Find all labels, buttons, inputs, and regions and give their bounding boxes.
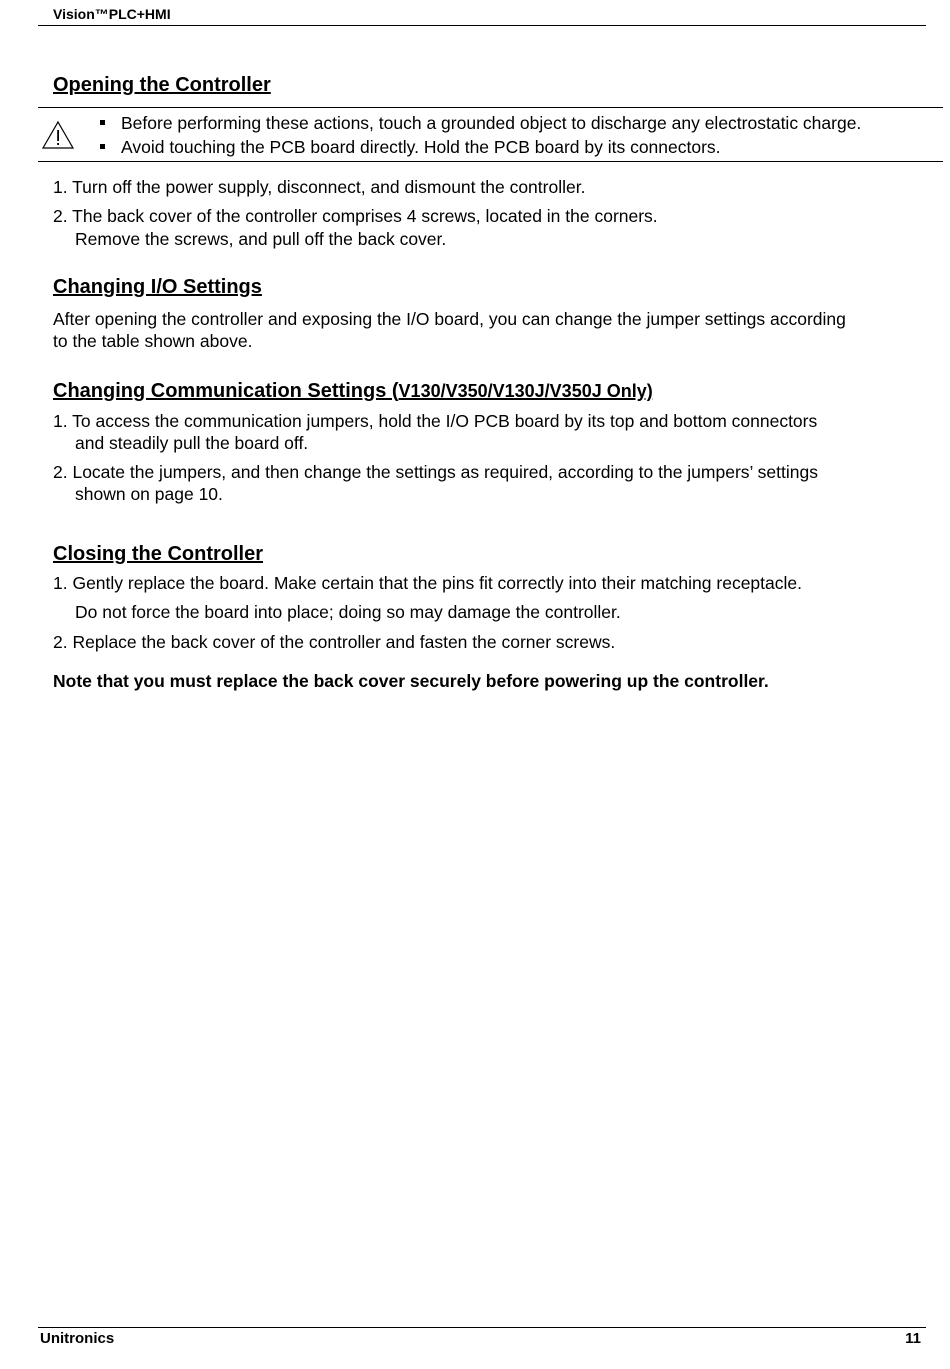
comm-step-2-cont: shown on page 10.: [75, 484, 223, 504]
section-title-opening: Opening the Controller: [53, 74, 271, 96]
closing-step-1: 1. Gently replace the board. Make certain that the pins fit correctly into their matching receptacle.: [53, 573, 802, 593]
warning-item: [100, 112, 861, 134]
section-title-io: Changing I/O Settings: [53, 276, 262, 298]
io-paragraph-line-1: After opening the controller and exposing the I/O board, you can change the jumper settings according: [53, 309, 846, 329]
warning-triangle-icon: [41, 120, 75, 150]
warning-text: Avoid touching the PCB board directly. Hold the PCB board by its connectors.: [121, 137, 721, 157]
header-title: Vision™PLC+HMI: [53, 6, 171, 22]
warning-box: [38, 107, 943, 162]
io-paragraph-line-2: to the table shown above.: [53, 331, 253, 351]
opening-step-1: 1. Turn off the power supply, disconnect, and dismount the controller.: [53, 177, 586, 197]
header-rule: [38, 25, 926, 26]
warning-item: [100, 136, 721, 158]
closing-step-1-cont: Do not force the board into place; doing so may damage the controller.: [75, 602, 621, 622]
warning-text: Before performing these actions, touch a grounded object to discharge any electrostatic charge.: [121, 113, 862, 133]
bullet-icon: [100, 144, 105, 149]
closing-note: Note that you must replace the back cover securely before powering up the controller.: [53, 671, 769, 691]
opening-step-2-cont: Remove the screws, and pull off the back cover.: [75, 229, 447, 249]
comm-title-text: Changing Communication Settings (: [53, 380, 399, 402]
closing-step-2: 2. Replace the back cover of the controller and fasten the corner screws.: [53, 632, 616, 652]
comm-title-models: V130/V350/V130J/V350J Only): [398, 381, 653, 401]
section-title-comm: [53, 380, 653, 403]
section-title-closing: Closing the Controller: [53, 543, 263, 565]
footer-rule: [38, 1327, 926, 1328]
page-number: 11: [905, 1330, 921, 1347]
bullet-icon: [100, 120, 105, 125]
opening-step-2: 2. The back cover of the controller comprises 4 screws, located in the corners.: [53, 206, 658, 226]
footer-company: Unitronics: [40, 1330, 115, 1347]
comm-step-1-cont: and steadily pull the board off.: [75, 433, 309, 453]
comm-step-1: 1. To access the communication jumpers, hold the I/O PCB board by its top and bottom connectors: [53, 411, 818, 431]
comm-step-2: 2. Locate the jumpers, and then change the settings as required, according to the jumpers’ settings: [53, 462, 818, 482]
